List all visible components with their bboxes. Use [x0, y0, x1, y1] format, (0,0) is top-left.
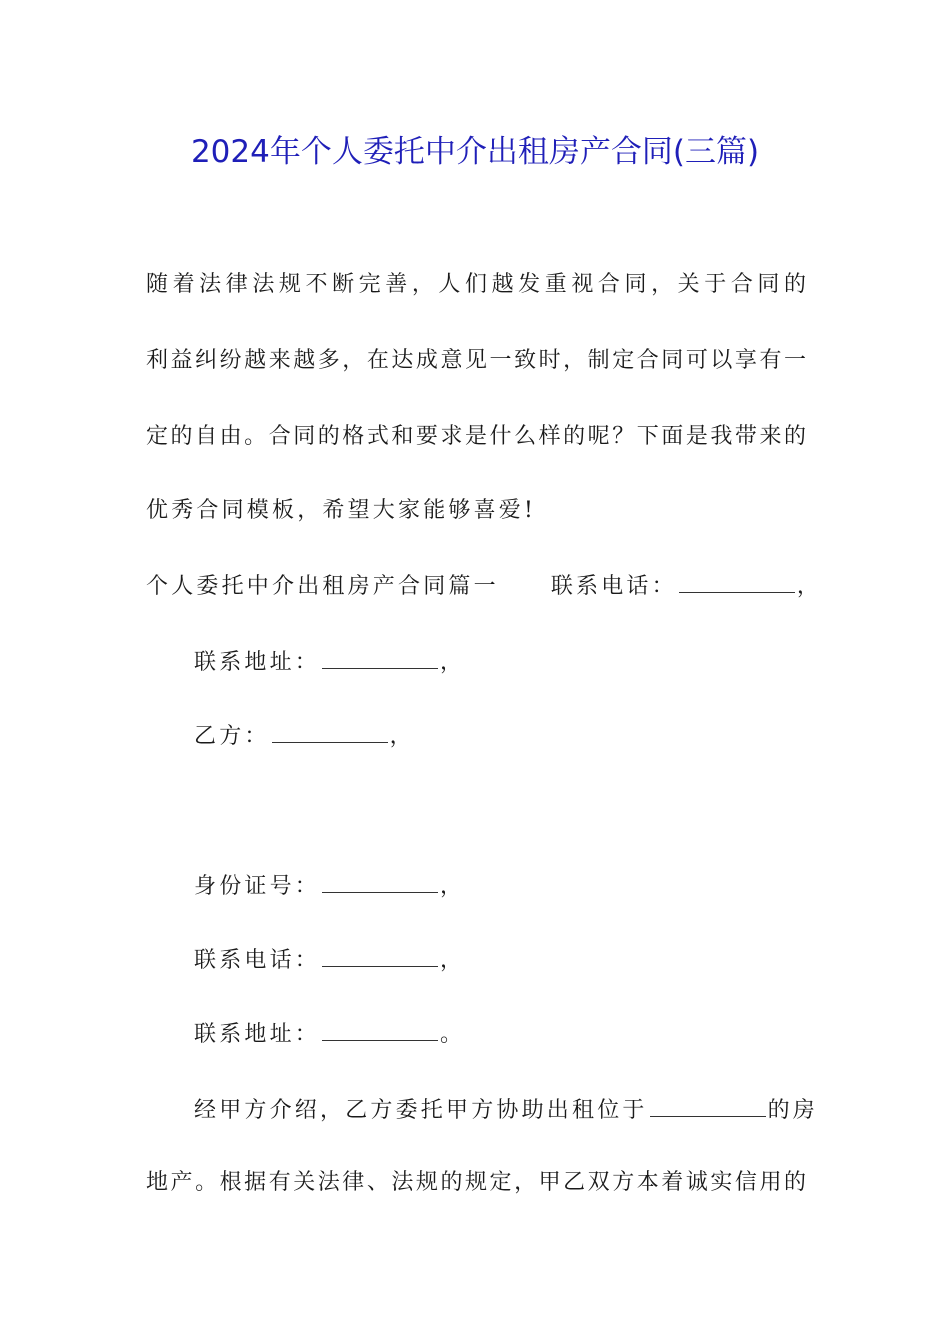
comma: ，: [440, 650, 466, 675]
body-line-1-suffix: 的房: [767, 1098, 819, 1123]
id-number-blank: [322, 870, 438, 893]
intro-line-2: 利益纠纷越来越多，在达成意见一致时，制定合同可以享有一: [146, 348, 806, 373]
phone-line-2: [194, 944, 465, 976]
comma: ，: [796, 574, 823, 599]
phone-blank-2: [322, 944, 438, 967]
section-heading: 个人委托中介出租房产合同篇一: [146, 574, 499, 599]
address-blank-2: [322, 1018, 438, 1041]
phone-label-2: 联系电话：: [194, 948, 321, 973]
intro-line-4: 优秀合同模板，希望大家能够喜爱!: [146, 498, 537, 523]
phone-blank-1: [679, 570, 795, 593]
id-number-label: 身份证号：: [194, 874, 321, 899]
address-blank-1: [322, 646, 438, 669]
section-heading-line: [146, 570, 822, 602]
party-b-blank: [272, 720, 388, 743]
comma: ，: [389, 724, 415, 749]
address-label-2: 联系地址：: [194, 1022, 321, 1047]
party-b-label: 乙方：: [194, 724, 270, 749]
id-number-line: [194, 870, 465, 902]
address-label-1: 联系地址：: [194, 650, 321, 675]
intro-line-1: 随着法律法规不断完善，人们越发重视合同，关于合同的: [146, 272, 806, 297]
comma: ，: [440, 948, 466, 973]
body-line-1-prefix: 经甲方介绍，乙方委托甲方协助出租位于: [194, 1098, 648, 1123]
location-blank: [650, 1094, 766, 1117]
body-line-1: [194, 1094, 818, 1126]
comma: ，: [440, 874, 466, 899]
body-line-2: 地产。根据有关法律、法规的规定，甲乙双方本着诚实信用的: [146, 1170, 806, 1195]
document-title: 2024年个人委托中介出租房产合同(三篇): [190, 134, 760, 170]
address-line-1: [194, 646, 465, 678]
intro-line-3: 定的自由。合同的格式和要求是什么样的呢？下面是我带来的: [146, 424, 806, 449]
period: 。: [440, 1022, 466, 1047]
party-b-line: [194, 720, 415, 752]
address-line-2: [194, 1018, 465, 1050]
phone-label-1: 联系电话：: [550, 574, 677, 599]
